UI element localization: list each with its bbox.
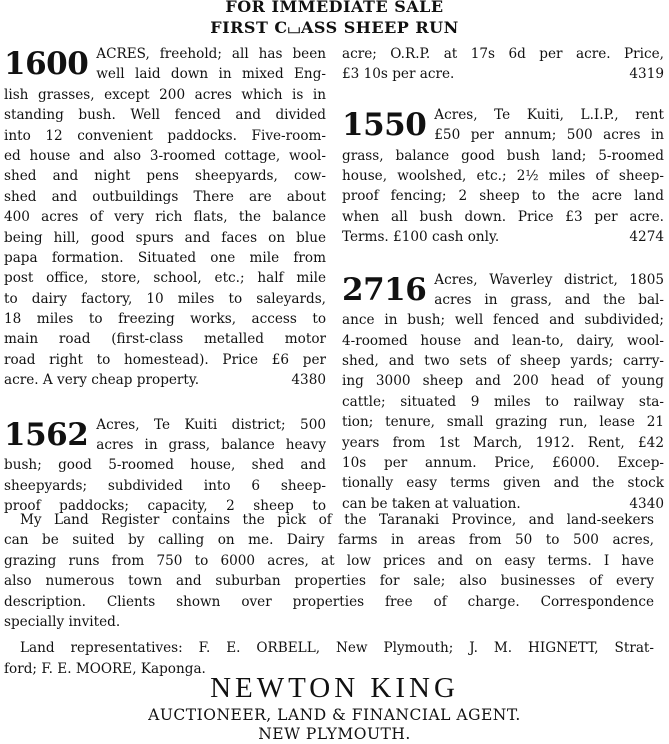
listing-line: years from 1st March, 1912. Rent, £42 (342, 434, 664, 451)
listing-line: post office, store, school, etc.; half mile (4, 270, 326, 287)
listing-1550 (342, 105, 664, 248)
listing-ref: 4274 (629, 229, 664, 246)
listing-1600 (4, 44, 326, 391)
listing-line: Acres, Waverley district, 1805 (434, 271, 664, 288)
register-line: My Land Register contains the pick of the Taranaki Province, and land-seekers (20, 512, 654, 528)
listing-line: 10s per annum. Price, £6000. Excep- (342, 455, 664, 472)
header-line-2: FIRST C⌴ASS SHEEP RUN (210, 18, 459, 37)
listing-line: 4-roomed house and lean-to, dairy, wool- (342, 332, 664, 349)
listing-line: ed house and also 3-roomed cottage, wool- (4, 147, 326, 164)
listing-line: standing bush. Well fenced and divided (4, 107, 326, 124)
representatives-line: Land representatives: F. E. ORBELL, New Plymouth; J. M. HIGNETT, Strat- (20, 640, 654, 657)
listing-number: 1600 (4, 46, 89, 82)
agent-location: NEW PLYMOUTH. (258, 725, 411, 743)
listing-line: into 12 convenient paddocks. Five-room- (4, 127, 326, 144)
agent-title: AUCTIONEER, LAND & FINANCIAL AGENT. (148, 706, 521, 724)
listing-line: tion; tenure, small grazing run, lease 21 (342, 414, 664, 431)
listing-line: when all bush down. Price £3 per acre. (342, 208, 664, 225)
listing-line: proof fencing; 2 sheep to the acre land (342, 188, 664, 205)
listing-line: acres in grass, and the bal- (434, 291, 664, 308)
listing-line: ACRES, freehold; all has been (96, 46, 326, 62)
left-column (4, 44, 326, 517)
listing-2716 (342, 270, 664, 515)
listing-last-line (342, 64, 664, 84)
land-register-paragraph (4, 510, 654, 679)
register-line: also numerous town and suburban properties for sale; also businesses of every (4, 573, 654, 590)
agent-name: NEWTON KING (210, 672, 459, 704)
listing-line: acre; O.R.P. at 17s 6d per acre. Price, (342, 46, 664, 62)
listing-ref: 4380 (291, 372, 326, 389)
listing-line: road right to homestead). Price £6 per (4, 351, 326, 368)
listing-line: shed and night pens sheepyards, cow- (4, 168, 326, 185)
listing-last-line (4, 370, 326, 390)
listing-text: acre. A very cheap property. (4, 372, 200, 389)
header-line-1: FOR IMMEDIATE SALE (225, 0, 444, 16)
listing-text: £3 10s per acre. (342, 66, 455, 83)
listing-line: tionally easy terms given and the stock (342, 475, 664, 492)
listing-line: cattle; situated 9 miles to railway sta- (342, 393, 664, 410)
listing-line: proof paddocks; capacity, 2 sheep to (4, 498, 326, 515)
listing-line: bush; good 5-roomed house, shed and (4, 457, 326, 474)
listing-line: shed, and two sets of sheep yards; carry- (342, 353, 664, 370)
listing-ref: 4340 (629, 495, 664, 512)
listing-line: ing 3000 sheep and 200 head of young (342, 373, 664, 390)
listing-number: 1550 (342, 106, 427, 143)
register-line: description. Clients shown over properties free of charge. Correspondence (4, 593, 654, 610)
listing-1562-continued (342, 44, 664, 85)
listing-text: Terms. £100 cash only. (342, 229, 500, 246)
listing-line: house, woolshed, etc.; 2½ miles of sheep- (342, 167, 664, 184)
register-line: specially invited. (4, 613, 121, 630)
listing-line: ance in bush; well fenced and subdivided; (342, 312, 664, 329)
listing-line: being hill, good spurs and faces on blue (4, 229, 326, 246)
listing-line: 400 acres of very rich flats, the balance (4, 209, 326, 226)
listing-line: £50 per annum; 500 acres in (434, 127, 664, 144)
listing-ref: 4319 (629, 66, 664, 83)
listing-line: acres in grass, balance heavy (96, 437, 326, 454)
listing-line: lish grasses, except 200 acres which is in (4, 86, 326, 103)
listing-line: papa formation. Situated one mile from (4, 249, 326, 266)
register-line: grazing runs from 750 to 6000 acres, at low prices and on easy terms. I have (4, 552, 654, 569)
listing-line: to dairy factory, 10 miles to saleyards, (4, 290, 326, 307)
listing-line: shed and outbuildings There are about (4, 188, 326, 205)
listing-line: Acres, Te Kuiti district; 500 (96, 416, 326, 433)
listing-line: sheepyards; subdivided into 6 sheep- (4, 477, 326, 494)
listing-line: 18 miles to freezing works, access to (4, 311, 326, 328)
representatives-line: ford; F. E. MOORE, Kaponga. (4, 660, 206, 677)
right-column (342, 44, 664, 514)
register-line: can be suited by calling on me. Dairy farms in areas from 50 to 500 acres, (4, 532, 654, 549)
listing-number: 1562 (4, 416, 89, 453)
listing-text: can be taken at valuation. (342, 495, 521, 512)
listing-last-line (342, 227, 664, 247)
listing-line: grass, balance good bush land; 5-roomed (342, 147, 664, 164)
listing-line: well laid down in mixed Eng- (96, 66, 326, 83)
listing-line: Acres, Te Kuiti, L.I.P., rent (434, 106, 664, 123)
listing-number: 2716 (342, 271, 427, 308)
listing-1562 (4, 415, 326, 517)
listing-line: main road (first-class metalled motor (4, 331, 326, 348)
